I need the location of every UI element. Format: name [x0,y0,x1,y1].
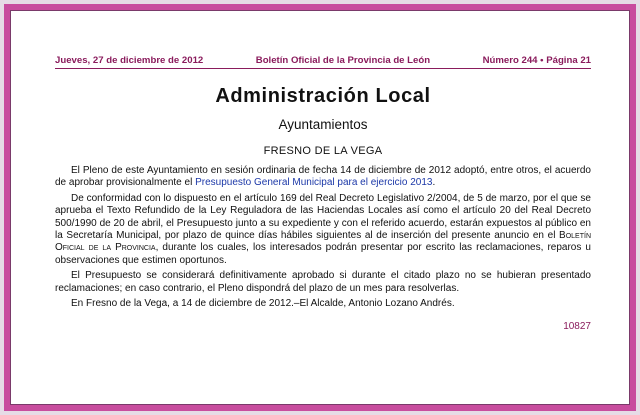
paragraph-1-text: El Pleno de este Ayuntamiento en sesión ordinaria de fecha 14 de diciembre de 2012 adoptó, entre otros, el acuerdo de aprobar provisionalmente el [55,165,591,189]
bulletin-name: Boletín Oficial de la Provincia [55,230,591,254]
header-issue: Número 244 • Página 21 [482,55,591,66]
section-subtitle: Ayuntamientos [278,117,368,132]
header-publication: Boletín Oficial de la Provincia de León [255,55,431,66]
page-frame [4,4,636,411]
paragraph-2-text: De conformidad con lo dispuesto en el artículo 169 del Real Decreto Legislativo 2/2004, de 5 de marzo, por el que se aprueba el Texto Refundido de la Ley Reguladora de las Haciendas Locales así como el artículo 20 del Real Decreto 500/1990 de 20 de abril, el Presupuesto junto a su expediente y con el referido acuerdo, estarán expuestos al público en la Secretaría Municipal, por plazo de quince días hábiles siguientes al de inserción del presente anuncio en el [55,192,591,242]
paragraph-4: En Fresno de la Vega, a 14 de diciembre de 2012.–El Alcalde, Antonio Lozano Andrés. [71,298,455,310]
announcement-body [55,165,591,310]
section-title: Administración Local [215,85,431,107]
paragraph-3: El Presupuesto se considerará definitivamente aprobado si durante el citado plazo no se hubieran presentado reclamaciones; en caso contrario, el Pleno dispondrá del plazo de un mes para resolverlas. [55,270,591,294]
paragraph-1-end: . [432,177,436,189]
page-header [55,55,591,69]
paragraph-2 [55,193,591,267]
document-page [55,55,591,332]
budget-highlight: Presupuesto General Municipal para el ejercicio 2013 [195,177,433,189]
document-sheet [10,10,630,405]
paragraph-1 [55,165,591,190]
paragraph-2-end: , durante los cuales, los interesados podrán presentar por escrito las reclamaciones, reparos u observaciones que estimen oportunos. [55,242,591,266]
header-date: Jueves, 27 de diciembre de 2012 [55,55,204,66]
municipality-heading: FRESNO DE LA VEGA [263,145,383,157]
reference-number: 10827 [563,321,591,333]
